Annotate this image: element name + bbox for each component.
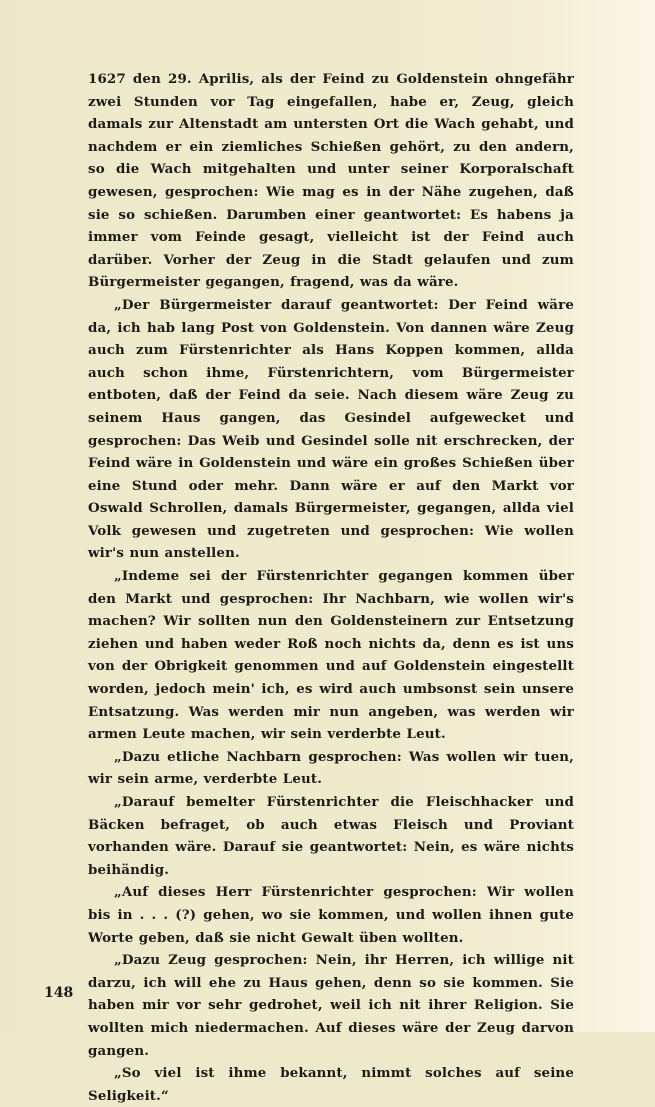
paragraph: „Dazu Zeug gesprochen: Nein, ihr Herren, ich willige nit darzu, ich will ehe zu Haus gehen, denn so sie kommen. Sie haben mir vor sehr gedrohet, weil ich nit ihrer Religion. Sie wollten mich niedermachen. Auf dieses wäre der Zeug darvon gangen.: [88, 952, 574, 1059]
page-text-block: [88, 68, 574, 1107]
page-number: 148: [44, 985, 74, 1001]
paragraph: 1627 den 29. Aprilis, als der Feind zu Goldenstein ohngefähr zwei Stunden vor Tag eingefallen, habe er, Zeug, gleich damals zur Altenstadt am untersten Ort die Wach gehabt, und nachdem er ein ziemliches Schießen gehört, zu den andern, so die Wach mitgehalten und unter seiner Korporalschaft gewesen, gesprochen: Wie mag es in der Nähe zugehen, daß sie so schießen. Darumben einer geantwortet: Es habens ja immer vom Feinde gesagt, vielleicht ist der Feind auch darüber. Vorher der Zeug in die Stadt gelaufen und zum Bürgermeister gegangen, fragend, was da wäre.: [88, 71, 574, 291]
paragraph: „Darauf bemelter Fürstenrichter die Fleischhacker und Bäcken befraget, ob auch etwas Fleisch und Proviant vorhanden wäre. Darauf sie geantwortet: Nein, es wäre nichts beihändig.: [88, 794, 574, 878]
paragraph: „Auf dieses Herr Fürstenrichter gesprochen: Wir wollen bis in . . . (?) gehen, wo sie kommen, und wollen ihnen gute Worte geben, daß sie nicht Gewalt üben wollten.: [88, 884, 574, 946]
paragraph: „Der Bürgermeister darauf geantwortet: Der Feind wäre da, ich hab lang Post von Goldenstein. Von dannen wäre Zeug auch zum Fürstenrichter als Hans Koppen kommen, allda auch schon ihme, Fürstenrichtern, vom Bürgermeister entboten, daß der Feind da seie. Nach diesem wäre Zeug zu seinem Haus gangen, das Gesindel aufgewecket und gesprochen: Das Weib und Gesindel solle nit erschrecken, der Feind wäre in Goldenstein und wäre ein großes Schießen über eine Stund oder mehr. Dann wäre er auf den Markt vor Oswald Schrollen, damals Bürgermeister, gegangen, allda viel Volk gewesen und zugetreten und gesprochen: Wie wollen wir's nun anstellen.: [88, 296, 574, 562]
paragraph: „So viel ist ihme bekannt, nimmt solches auf seine Seligkeit.“: [88, 1065, 574, 1104]
paragraph: „Indeme sei der Fürstenrichter gegangen kommen über den Markt und gesprochen: Ihr Nachbarn, wie wollen wir's machen? Wir sollten nun den Goldensteinern zur Entsetzung ziehen und haben weder Roß noch nichts da, denn es ist uns von der Obrigkeit genommen und auf Goldenstein eingestellt worden, jedoch mein' ich, es wird auch umbsonst sein unsere Entsatzung. Was werden mir nun angeben, was werden wir armen Leute machen, wir sein verderbte Leut.: [88, 568, 574, 743]
paragraph: „Dazu etliche Nachbarn gesprochen: Was wollen wir tuen, wir sein arme, verderbte Leut.: [88, 748, 574, 788]
